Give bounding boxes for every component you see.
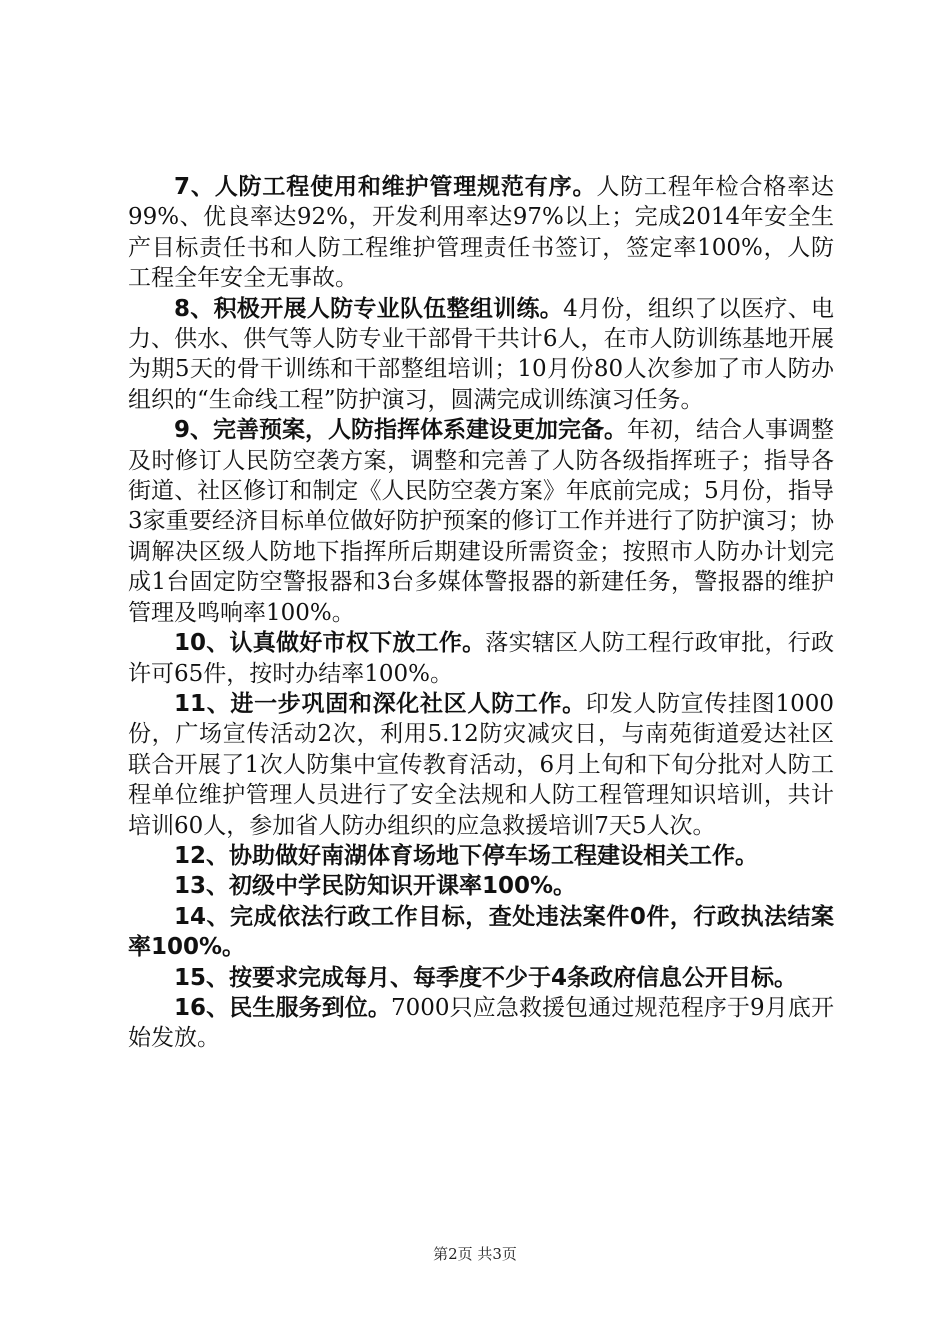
item-16 bbox=[128, 993, 834, 1054]
document-body bbox=[128, 172, 834, 1054]
item-7 bbox=[128, 172, 834, 294]
item-lead: 15、按要求完成每月、每季度不少于4条政府信息公开目标。 bbox=[174, 964, 798, 991]
item-lead: 8、积极开展人防专业队伍整组训练。 bbox=[174, 295, 564, 322]
item-9 bbox=[128, 415, 834, 628]
item-body: 印发人防宣传挂图1000份，广场宣传活动2次，利用5.12防灾减灾日，与南苑街道爱达社区联合开展了1次人防集中宣传教育活动，6月上旬和下旬分批对人防工程单位维护管理人员进行了安全法规和人防工程管理知识培训，共计培训60人，参加省人防办组织的应急救援培训7天5人次。 bbox=[128, 690, 834, 839]
item-body: 人防工程年检合格率达99%、优良率达92%，开发利用率达97%以上；完成2014年安全生产目标责任书和人防工程维护管理责任书签订，签定率100%，人防工程全年安全无事故。 bbox=[128, 174, 834, 292]
page-footer: 第2页 共3页 bbox=[433, 1245, 517, 1263]
item-8 bbox=[128, 294, 834, 416]
item-lead: 11、进一步巩固和深化社区人防工作。 bbox=[174, 690, 586, 717]
item-14 bbox=[128, 902, 834, 963]
item-lead: 10、认真做好市权下放工作。 bbox=[174, 630, 486, 657]
item-lead: 9、完善预案，人防指挥体系建设更加完备。 bbox=[174, 417, 628, 444]
item-12 bbox=[128, 841, 834, 871]
item-lead: 12、协助做好南湖体育场地下停车场工程建设相关工作。 bbox=[174, 842, 759, 869]
item-body: 落实辖区人防工程行政审批，行政许可65件，按时办结率100%。 bbox=[128, 630, 834, 687]
item-11 bbox=[128, 689, 834, 841]
item-lead: 14、完成依法行政工作目标，查处违法案件0件，行政执法结案率100%。 bbox=[128, 903, 834, 961]
item-body: 年初，结合人事调整及时修订人民防空袭方案，调整和完善了人防各级指挥班子；指导各街道、社区修订和制定《人民防空袭方案》年底前完成；5月份，指导3家重要经济目标单位做好防护预案的修订工作并进行了防护演习；协调解决区级人防地下指挥所后期建设所需资金；按照市人防办计划完成1台固定防空警报器和3台多媒体警报器的新建任务，警报器的维护管理及鸣响率100%。 bbox=[128, 417, 835, 626]
item-body: 4月份，组织了以医疗、电力、供水、供气等人防专业干部骨干共计6人，在市人防训练基地开展为期5天的骨干训练和干部整组培训；10月份80人次参加了市人防办组织的“生命线工程”防护演习，圆满完成训练演习任务。 bbox=[128, 295, 834, 413]
item-lead: 7、人防工程使用和维护管理规范有序。 bbox=[174, 174, 597, 200]
item-13 bbox=[128, 871, 834, 901]
item-10 bbox=[128, 628, 834, 689]
item-15 bbox=[128, 963, 834, 993]
item-lead: 16、民生服务到位。 bbox=[174, 994, 391, 1021]
item-lead: 13、初级中学民防知识开课率100%。 bbox=[174, 873, 577, 900]
item-body: 7000只应急救援包通过规范程序于9月底开始发放。 bbox=[128, 994, 834, 1052]
